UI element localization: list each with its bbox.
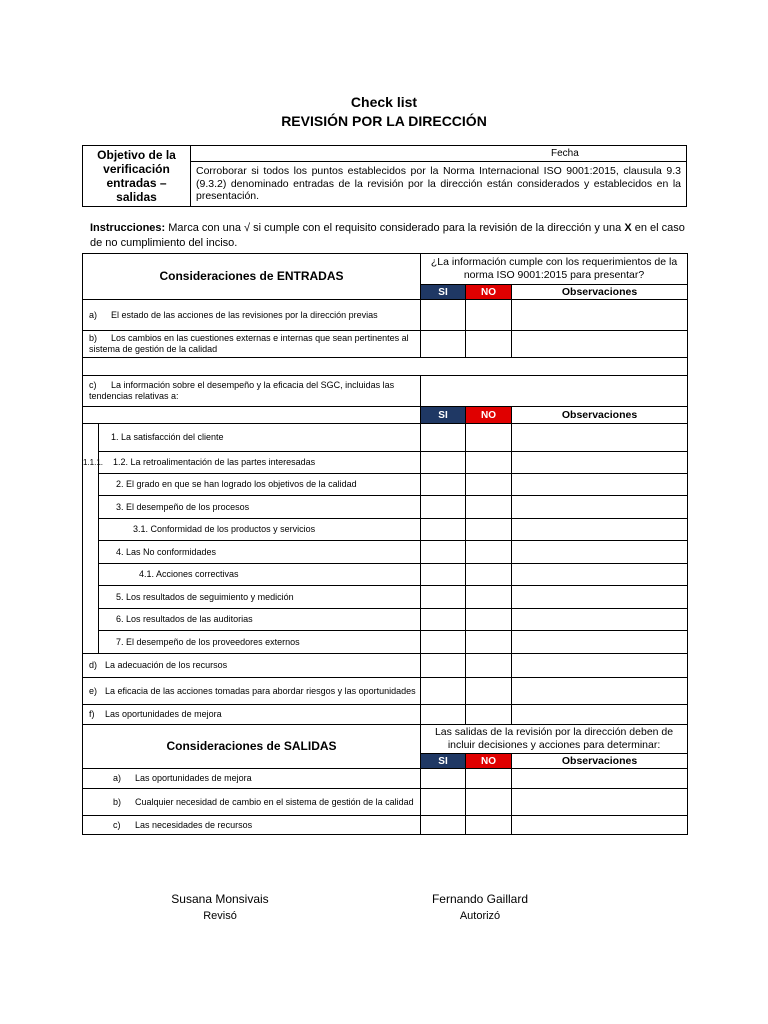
observaciones-header: Observaciones <box>512 285 688 300</box>
no-cell[interactable] <box>466 496 512 519</box>
si-cell[interactable] <box>421 519 466 541</box>
no-cell[interactable] <box>466 474 512 496</box>
item-key: b) <box>89 333 98 343</box>
si-cell[interactable] <box>421 631 466 654</box>
no-header: NO <box>466 407 512 424</box>
obs-cell[interactable] <box>512 564 688 586</box>
no-cell[interactable] <box>466 519 512 541</box>
obs-cell[interactable] <box>512 631 688 654</box>
si-cell[interactable] <box>421 678 466 705</box>
objective-label: Objetivo de la verificación entradas – salidas <box>83 146 191 207</box>
si-header: SI <box>421 754 466 769</box>
item-text: 2. El grado en que se han logrado los objetivos de la calidad <box>99 474 421 496</box>
si-cell[interactable] <box>421 816 466 835</box>
obs-cell[interactable] <box>512 496 688 519</box>
table-row <box>83 424 688 452</box>
checklist-table <box>82 253 688 835</box>
table-row <box>83 789 688 816</box>
no-cell[interactable] <box>466 609 512 631</box>
signature-left <box>150 892 290 922</box>
document-title: Check list <box>350 94 418 110</box>
obs-cell[interactable] <box>512 769 688 789</box>
instructions-text: Marca con una √ si cumple con el requisito considerado para la revisión de la dirección y una <box>165 222 625 234</box>
objective-table <box>82 145 687 207</box>
table-row <box>83 631 688 654</box>
item-key: a) <box>113 773 122 783</box>
no-cell[interactable] <box>466 678 512 705</box>
item-text: La eficacia de las acciones tomadas para abordar riesgos y las oportunidades <box>105 685 416 696</box>
item-text: Cualquier necesidad de cambio en el sistema de gestión de la calidad <box>135 796 414 807</box>
item-text: 5. Los resultados de seguimiento y medición <box>99 586 421 609</box>
si-cell[interactable] <box>421 705 466 725</box>
item-key: d) <box>89 660 98 670</box>
si-header: SI <box>421 407 466 424</box>
table-row <box>83 678 688 705</box>
obs-cell[interactable] <box>512 519 688 541</box>
fecha-field[interactable] <box>191 146 687 162</box>
table-row <box>83 564 688 586</box>
si-cell[interactable] <box>421 300 466 331</box>
obs-cell[interactable] <box>512 452 688 474</box>
item-text: Las oportunidades de mejora <box>105 709 222 719</box>
si-cell[interactable] <box>421 789 466 816</box>
instructions-x-mark: X <box>624 222 632 234</box>
no-cell[interactable] <box>466 564 512 586</box>
no-cell[interactable] <box>466 705 512 725</box>
table-row <box>83 300 688 331</box>
item-text: 4. Las No conformidades <box>99 541 421 564</box>
obs-cell[interactable] <box>512 424 688 452</box>
si-cell[interactable] <box>421 541 466 564</box>
obs-cell[interactable] <box>512 609 688 631</box>
instructions-text-end: en el caso de no cumplimiento del inciso. <box>90 222 685 249</box>
si-cell[interactable] <box>421 609 466 631</box>
entradas-question: ¿La información cumple con los requerimientos de la norma ISO 9001:2015 para presentar? <box>421 254 688 285</box>
table-row <box>83 452 688 474</box>
si-cell[interactable] <box>421 586 466 609</box>
item-text: 6. Los resultados de las auditorias <box>99 609 421 631</box>
item-text: 1. La satisfacción del cliente <box>99 424 421 452</box>
item-text: 3.1. Conformidad de los productos y servicios <box>99 519 421 541</box>
no-header: NO <box>466 285 512 300</box>
fecha-label: Fecha <box>551 148 579 159</box>
obs-cell[interactable] <box>512 678 688 705</box>
obs-cell[interactable] <box>512 705 688 725</box>
item-text: 1.2. La retroalimentación de las partes interesadas <box>99 452 421 474</box>
si-cell[interactable] <box>421 424 466 452</box>
table-row <box>83 816 688 835</box>
si-header: SI <box>421 285 466 300</box>
item-key: e) <box>89 685 98 696</box>
table-row <box>83 519 688 541</box>
no-cell[interactable] <box>466 541 512 564</box>
item-text: El estado de las acciones de las revisiones por la dirección previas <box>111 309 378 320</box>
item-key: f) <box>89 709 95 719</box>
table-row-empty <box>83 358 688 376</box>
table-row <box>83 496 688 519</box>
no-cell[interactable] <box>466 816 512 835</box>
obs-cell[interactable] <box>512 331 688 358</box>
item-text: Los cambios en las cuestiones externas e internas que sean pertinentes al sistema de gestión de la calidad <box>89 333 409 354</box>
table-row <box>83 586 688 609</box>
item-text: 7. El desempeño de los proveedores externos <box>99 631 421 654</box>
table-row <box>83 654 688 678</box>
signature-right <box>410 892 550 922</box>
no-cell[interactable] <box>466 452 512 474</box>
obs-cell[interactable] <box>512 654 688 678</box>
instructions-label: Instrucciones: <box>90 222 166 234</box>
no-cell[interactable] <box>466 300 512 331</box>
table-row <box>83 609 688 631</box>
si-cell[interactable] <box>421 452 466 474</box>
observaciones-header: Observaciones <box>512 407 688 424</box>
obs-cell[interactable] <box>512 474 688 496</box>
salidas-header: Consideraciones de SALIDAS <box>83 725 421 769</box>
si-cell[interactable] <box>421 654 466 678</box>
table-row <box>83 541 688 564</box>
objective-description: Corroborar si todos los puntos establecidos por la Norma Internacional ISO 9001:2015, clausula 9.3 (9.3.2) denominado entradas de la revisión por la dirección están considerados y establecidos en la presentación. <box>191 162 687 207</box>
obs-cell[interactable] <box>512 541 688 564</box>
document-subtitle: REVISIÓN POR LA DIRECCIÓN <box>281 113 487 129</box>
obs-cell[interactable] <box>512 586 688 609</box>
si-cell[interactable] <box>421 331 466 358</box>
item-prefix: 1.1.1. <box>83 452 99 474</box>
entradas-header: Consideraciones de ENTRADAS <box>83 254 421 300</box>
item-key: c) <box>89 380 97 390</box>
item-text: Las oportunidades de mejora <box>135 773 252 783</box>
item-text: Las necesidades de recursos <box>135 819 253 830</box>
table-row <box>83 769 688 789</box>
item-key: b) <box>113 796 122 807</box>
si-cell[interactable] <box>421 564 466 586</box>
obs-cell[interactable] <box>512 300 688 331</box>
si-cell[interactable] <box>421 474 466 496</box>
signature-left-role: Revisó <box>203 910 237 922</box>
table-row <box>83 331 688 358</box>
no-header: NO <box>466 754 512 769</box>
table-row <box>83 376 688 407</box>
si-cell[interactable] <box>421 496 466 519</box>
table-row <box>83 705 688 725</box>
item-text: 4.1. Acciones correctivas <box>99 564 421 586</box>
signature-left-name: Susana Monsivais <box>171 892 269 906</box>
signature-right-name: Fernando Gaillard <box>431 892 529 906</box>
table-row <box>83 474 688 496</box>
salidas-question: Las salidas de la revisión por la dirección deben de incluir decisiones y acciones para determinar: <box>421 725 688 754</box>
item-text: La adecuación de los recursos <box>105 660 228 670</box>
instructions <box>90 221 690 251</box>
si-cell[interactable] <box>421 769 466 789</box>
obs-cell[interactable] <box>512 789 688 816</box>
item-text: La información sobre el desempeño y la eficacia del SGC, incluidas las tendencias relativas a: <box>89 380 395 401</box>
no-cell[interactable] <box>466 789 512 816</box>
no-cell[interactable] <box>466 424 512 452</box>
no-cell[interactable] <box>466 654 512 678</box>
observaciones-header: Observaciones <box>512 754 688 769</box>
item-key: a) <box>89 309 98 320</box>
item-text: 3. El desempeño de los procesos <box>99 496 421 519</box>
signature-right-role: Autorizó <box>459 910 501 922</box>
no-cell[interactable] <box>466 769 512 789</box>
no-cell[interactable] <box>466 586 512 609</box>
no-cell[interactable] <box>466 631 512 654</box>
item-key: c) <box>113 819 121 830</box>
obs-cell[interactable] <box>512 816 688 835</box>
no-cell[interactable] <box>466 331 512 358</box>
